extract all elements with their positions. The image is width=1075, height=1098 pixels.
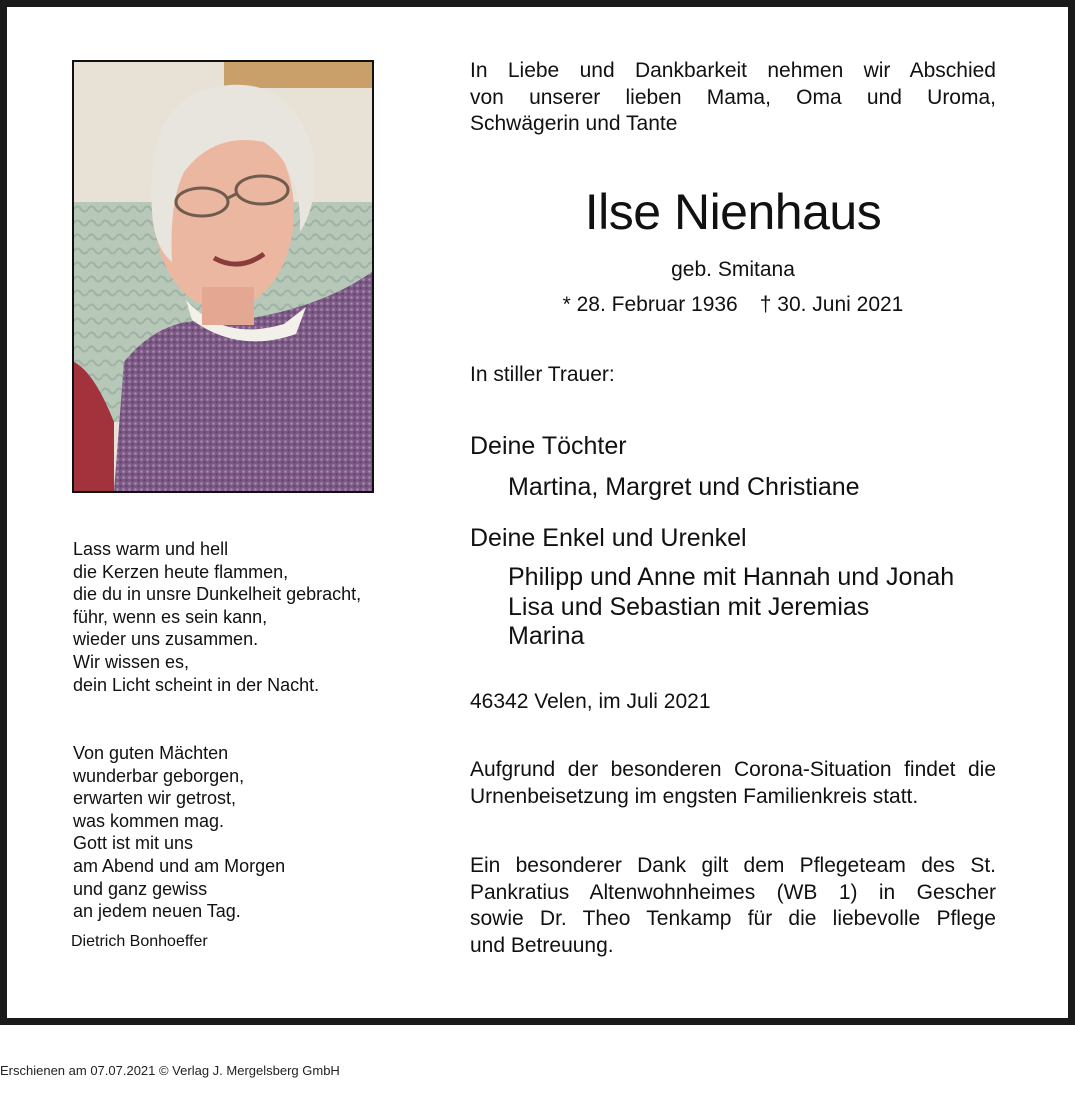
place-date: 46342 Velen, im Juli 2021 bbox=[470, 690, 711, 713]
group-title-daughters: Deine Töchter bbox=[470, 432, 627, 460]
member-line: Martina, Margret und Christiane bbox=[508, 473, 860, 501]
publication-footer: Erschienen am 07.07.2021 © Verlag J. Mergelsberg GmbH bbox=[0, 1063, 340, 1078]
member-line: Lisa und Sebastian mit Jeremias bbox=[508, 592, 870, 621]
member-line: Philipp und Anne mit Hannah und Jonah bbox=[508, 563, 955, 591]
poem-line: an jedem neuen Tag. bbox=[73, 901, 241, 922]
intro-line: In Liebe und Dankbarkeit nehmen wir Abschied bbox=[470, 59, 996, 82]
notice-line: Aufgrund der besonderen Corona-Situation findet die bbox=[470, 758, 996, 781]
poem-line: Von guten Mächten bbox=[73, 743, 229, 763]
poem-line: wieder uns zusammen. bbox=[73, 629, 259, 650]
mourning-intro: In stiller Trauer: bbox=[470, 363, 615, 386]
birth-date: * 28. Februar 1936 bbox=[562, 293, 738, 316]
poem-line: Lass warm und hell bbox=[73, 539, 229, 559]
member-line: Marina bbox=[508, 622, 585, 650]
poem-line: erwarten wir getrost, bbox=[73, 788, 237, 809]
poem-line: Gott ist mit uns bbox=[73, 833, 194, 854]
poem-line: die Kerzen heute flammen, bbox=[73, 561, 289, 582]
deceased-name: Ilse Nienhaus bbox=[584, 184, 882, 240]
intro-line: Schwägerin und Tante bbox=[470, 112, 678, 135]
poem-second bbox=[73, 742, 285, 923]
thanks-line: sowie Dr. Theo Tenkamp für die liebevolle Pflege bbox=[470, 907, 996, 930]
life-dates bbox=[470, 293, 996, 317]
birth-name: geb. Smitana bbox=[671, 258, 795, 281]
intro-text bbox=[470, 58, 996, 138]
poem-line: wunderbar geborgen, bbox=[73, 765, 245, 786]
portrait-photo bbox=[72, 60, 374, 493]
group-title-grandchildren: Deine Enkel und Urenkel bbox=[470, 524, 747, 552]
poem-line: Wir wissen es, bbox=[73, 651, 190, 672]
thanks-text bbox=[470, 853, 996, 959]
intro-line: von unserer lieben Mama, Oma und Uroma, bbox=[470, 85, 996, 109]
thanks-line: Ein besonderer Dank gilt dem Pflegeteam des St. bbox=[470, 854, 996, 877]
thanks-line: Pankratius Altenwohnheimes (WB 1) in Gescher bbox=[470, 880, 996, 904]
group-members-grandchildren bbox=[508, 563, 954, 652]
corona-notice bbox=[470, 757, 996, 810]
poem-line: führ, wenn es sein kann, bbox=[73, 606, 268, 627]
poem-line: dein Licht scheint in der Nacht. bbox=[73, 674, 320, 695]
poem-author: Dietrich Bonhoeffer bbox=[71, 933, 208, 950]
notice-line: Urnenbeisetzung im engsten Familienkreis statt. bbox=[470, 784, 919, 808]
poem-first bbox=[73, 538, 361, 696]
thanks-line: und Betreuung. bbox=[470, 933, 614, 957]
group-members-daughters bbox=[508, 473, 860, 503]
poem-line: die du in unsre Dunkelheit gebracht, bbox=[73, 584, 362, 605]
poem-line: und ganz gewiss bbox=[73, 878, 208, 899]
poem-line: am Abend und am Morgen bbox=[73, 855, 286, 876]
poem-line: was kommen mag. bbox=[73, 810, 225, 831]
death-date: † 30. Juni 2021 bbox=[759, 293, 904, 316]
